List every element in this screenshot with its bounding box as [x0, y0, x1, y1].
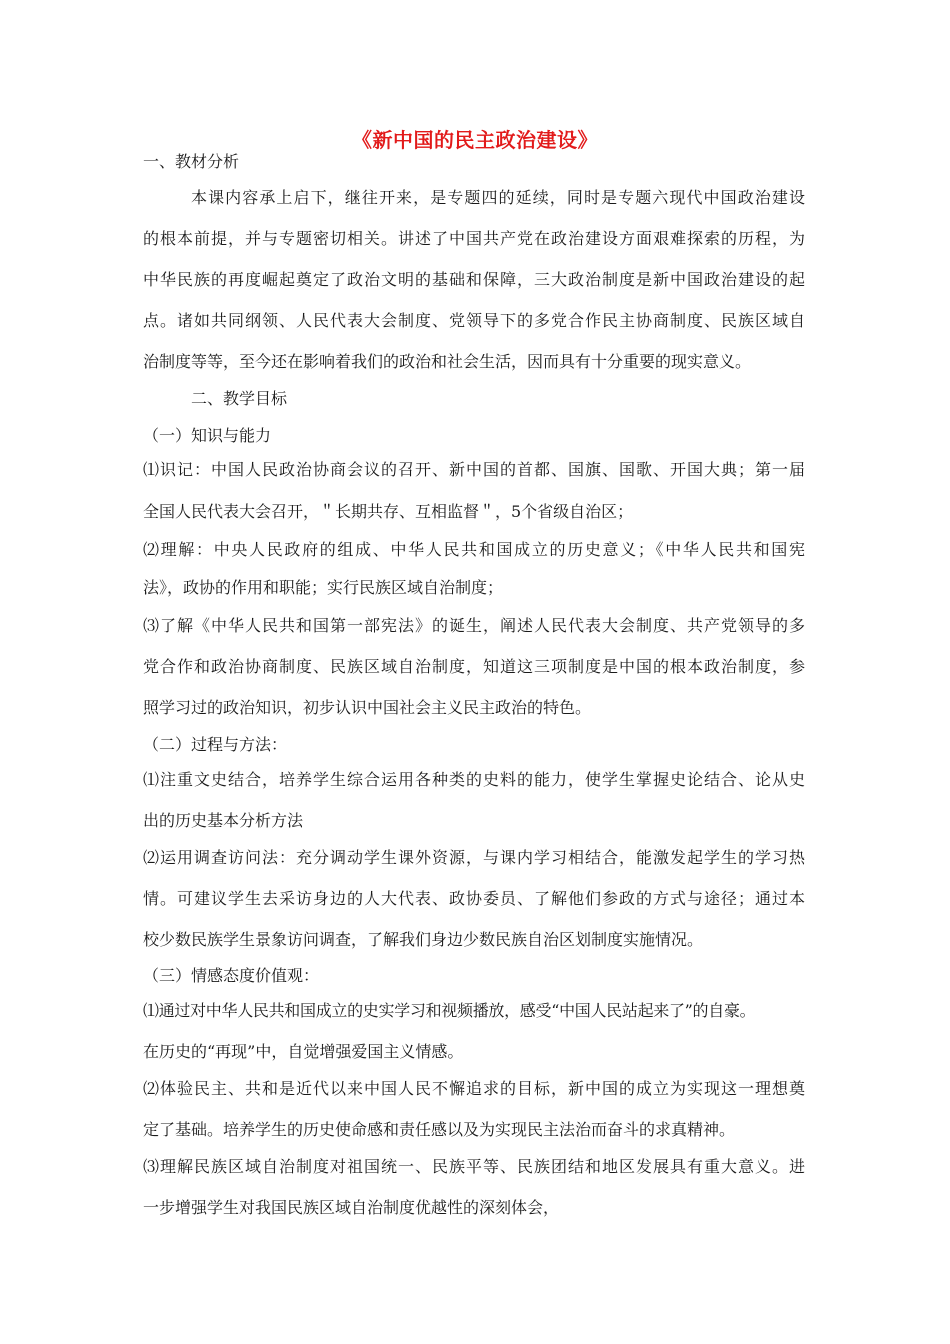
list-item-line: ⑴通过对中华人民共和国成立的史实学习和视频播放，感受“中国人民站起来了”的自豪。 [143, 1001, 756, 1020]
subsection-heading-knowledge: （一）知识与能力 [143, 426, 272, 445]
section-heading-textbook-analysis: 一、教材分析 [143, 152, 240, 171]
list-item-line: ⑵体验民主、共和是近代以来中国人民不懈追求的目标，新中国的成立为实现这一理想奠 [143, 1079, 805, 1098]
paragraph-line: 点。诸如共同纲领、人民代表大会制度、党领导下的多党合作民主协商制度、民族区域自 [143, 311, 805, 330]
list-item-line: 党合作和政治协商制度、民族区域自治制度，知道这三项制度是中国的根本政治制度，参 [143, 657, 805, 676]
list-item-line: ⑶理解民族区域自治制度对祖国统一、民族平等、民族团结和地区发展具有重大意义。进 [143, 1157, 805, 1176]
list-item-line: ⑶了解《中华人民共和国第一部宪法》的诞生，阐述人民代表大会制度、共产党领导的多 [143, 616, 805, 635]
subsection-heading-process: （二）过程与方法： [143, 735, 288, 754]
list-item-line: ⑵理解：中央人民政府的组成、中华人民共和国成立的历史意义；《中华人民共和国宪 [143, 540, 805, 559]
list-item-line: ⑵运用调查访问法：充分调动学生课外资源，与课内学习相结合，能激发起学生的学习热 [143, 848, 805, 867]
list-item-line: 定了基础。培养学生的历史使命感和责任感以及为实现民主法治而奋斗的求真精神。 [143, 1120, 736, 1139]
list-item-line: 法》，政协的作用和职能；实行民族区域自治制度； [143, 578, 504, 597]
paragraph-line: 的根本前提，并与专题密切相关。讲述了中国共产党在政治建设方面艰难探索的历程，为 [143, 229, 805, 248]
list-item-line: 在历史的“再现”中，自觉增强爱国主义情感。 [143, 1042, 464, 1061]
list-item-line: 照学习过的政治知识，初步认识中国社会主义民主政治的特色。 [143, 698, 592, 717]
paragraph-line: 中华民族的再度崛起奠定了政治文明的基础和保障，三大政治制度是新中国政治建设的起 [143, 270, 805, 289]
list-item-line: 一步增强学生对我国民族区域自治制度优越性的深刻体会， [143, 1198, 560, 1217]
list-item-line: 出的历史基本分析方法 [143, 811, 304, 830]
list-item-line: 情。可建议学生去采访身边的人大代表、政协委员、了解他们参政的方式与途径；通过本 [143, 889, 805, 908]
subsection-heading-attitude: （三）情感态度价值观： [143, 966, 320, 985]
document-title: 《新中国的民主政治建设》 [352, 128, 598, 152]
paragraph-line: 治制度等等，至今还在影响着我们的政治和社会生活，因而具有十分重要的现实意义。 [143, 352, 752, 371]
paragraph-line: 本课内容承上启下，继往开来，是专题四的延续，同时是专题六现代中国政治建设 [191, 188, 805, 207]
list-item-line: 校少数民族学生景象访问调查，了解我们身边少数民族自治区划制度实施情况。 [143, 930, 704, 949]
section-heading-teaching-goals: 二、教学目标 [191, 389, 288, 408]
list-item-line: ⑴识记：中国人民政治协商会议的召开、新中国的首都、国旗、国歌、开国大典；第一届 [143, 460, 805, 479]
list-item-line: ⑴注重文史结合，培养学生综合运用各种类的史料的能力，使学生掌握史论结合、论从史 [143, 770, 805, 789]
list-item-line: 全国人民代表大会召开，＂长期共存、互相监督＂，5个省级自治区； [143, 502, 634, 521]
